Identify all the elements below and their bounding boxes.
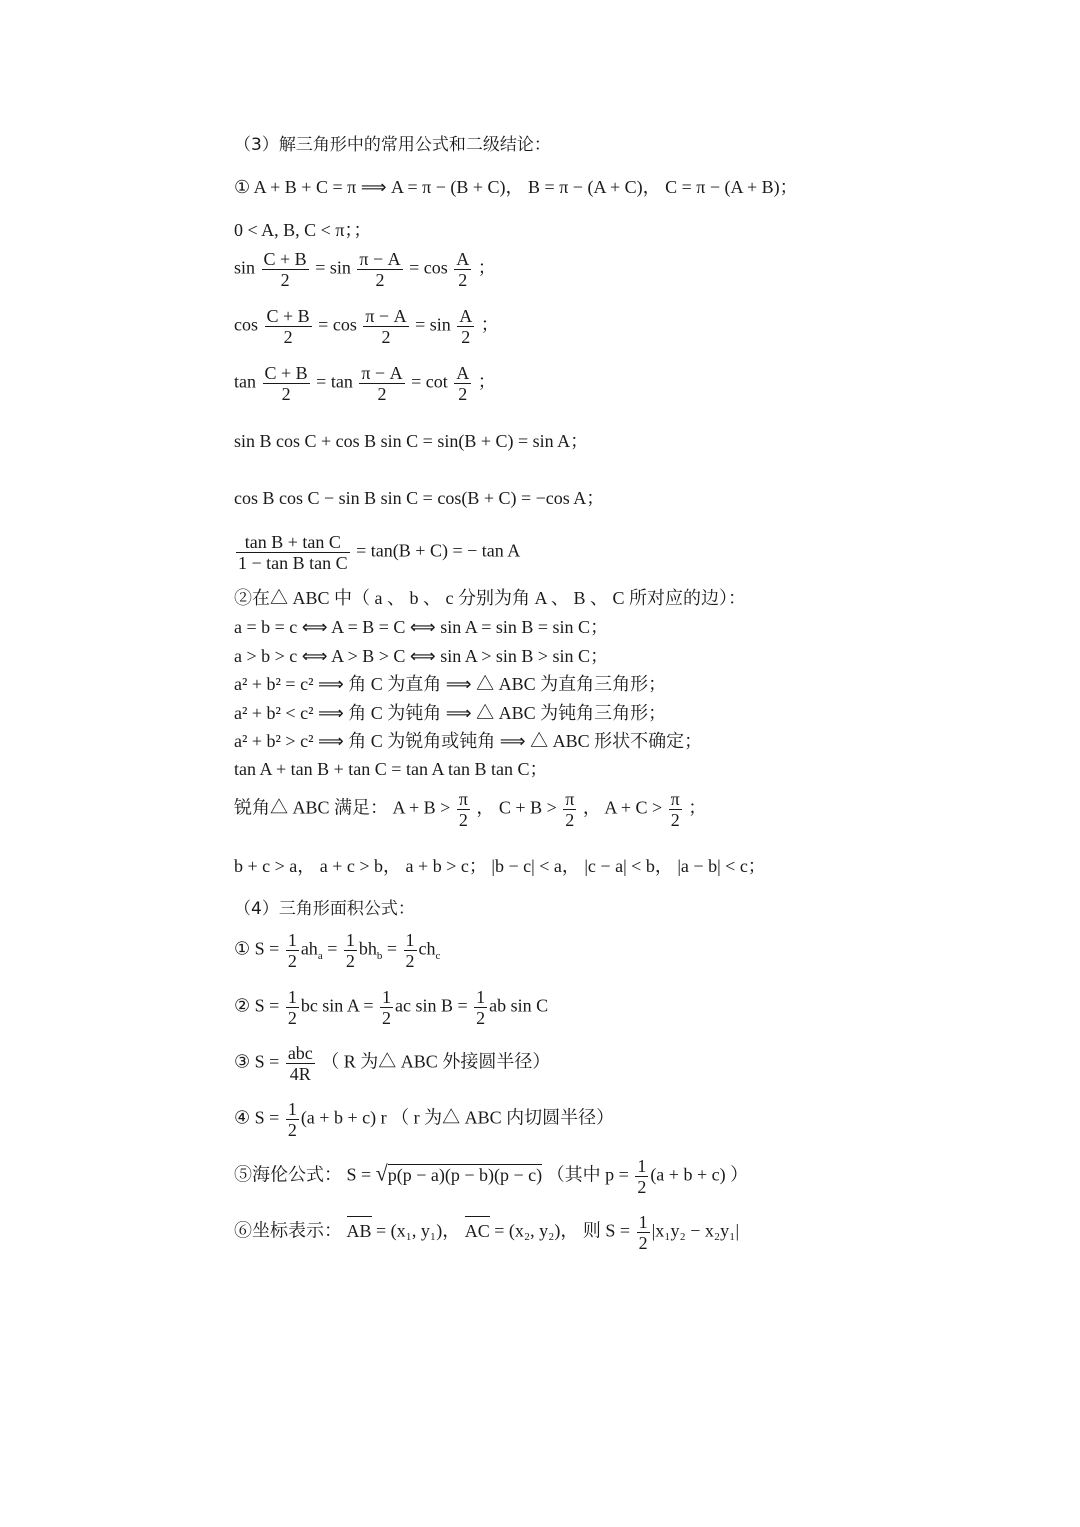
text: = tan(B + C) = − tan A — [356, 540, 521, 561]
fraction — [236, 532, 350, 573]
area-formula-inradius — [234, 1099, 614, 1140]
fraction — [286, 1043, 315, 1084]
numerator: A — [459, 306, 473, 326]
numerator: C + B — [264, 363, 308, 383]
formula-angle-range: 0 < A, B, C < π；； — [234, 220, 372, 240]
numerator: π — [670, 789, 680, 809]
denominator: 2 — [458, 270, 468, 290]
formula-acute-triangle — [234, 789, 706, 830]
text: ① S = — [234, 938, 280, 959]
formula-equal-sides: a = b = c ⟺ A = B = C ⟺ sin A = sin B = sin C； — [234, 617, 609, 637]
text: 锐角△ ABC 满足： A + B > — [234, 797, 451, 818]
denominator: 2 — [283, 327, 293, 347]
formula-tan-product: tan A + tan B + tan C = tan A tan B tan C； — [234, 759, 548, 779]
area-formula-circumradius — [234, 1043, 550, 1084]
area-formula-sine — [234, 987, 548, 1028]
formula-acute-check: a² + b² > c² ⟹ 角 C 为锐角或钝角 ⟹ △ ABC 形状不确定； — [234, 731, 703, 751]
text: （ R 为△ ABC 外接圆半径） — [321, 1051, 551, 1072]
area-formula-height — [234, 930, 440, 971]
text: = cos — [409, 257, 448, 278]
text: = cot — [411, 371, 448, 392]
numerator: 1 — [345, 930, 355, 950]
denominator: 2 — [670, 810, 680, 830]
section-3-heading: （3）解三角形中的常用公式和二级结论： — [234, 135, 551, 155]
text: (a + b + c) r （ r 为△ ABC 内切圆半径） — [300, 1107, 615, 1128]
text: = — [327, 938, 338, 959]
numerator: 1 — [381, 987, 391, 1007]
text: ， C + B > — [476, 797, 557, 818]
area-formula-heron — [234, 1156, 748, 1197]
denominator: 2 — [381, 327, 391, 347]
text: bc sin A = — [300, 995, 374, 1016]
numerator: abc — [287, 1043, 313, 1063]
text: ， A + C > — [582, 797, 663, 818]
subscript: a — [317, 950, 323, 963]
formula-obtuse-triangle: a² + b² < c² ⟹ 角 C 为钝角 ⟹ △ ABC 为钝角三角形； — [234, 703, 667, 723]
text: ah — [300, 938, 318, 959]
numerator: C + B — [263, 249, 307, 269]
fraction — [635, 1156, 648, 1197]
fraction — [263, 363, 310, 404]
fraction — [637, 1212, 650, 1253]
formula-tan-sum — [234, 532, 520, 573]
vector-ab: AB — [347, 1214, 372, 1242]
radicand: p(p − a)(p − b)(p − c) — [387, 1164, 543, 1185]
formula-right-triangle: a² + b² = c² ⟹ 角 C 为直角 ⟹ △ ABC 为直角三角形； — [234, 674, 667, 694]
fraction — [380, 987, 393, 1028]
text: |x₁y₂ − x₂y₁| — [651, 1220, 740, 1241]
numerator: π — [458, 789, 468, 809]
subscript: b — [376, 950, 383, 963]
fraction — [457, 306, 474, 347]
denominator: 2 — [565, 810, 575, 830]
denominator: 2 — [345, 951, 355, 971]
fraction — [344, 930, 357, 971]
denominator: 2 — [375, 270, 385, 290]
denominator: 2 — [381, 1008, 391, 1028]
fraction — [265, 306, 312, 347]
text: = (x₂, y₂)， 则 S = — [494, 1220, 631, 1241]
denominator: 2 — [637, 1177, 647, 1197]
denominator: 2 — [458, 384, 468, 404]
fraction — [563, 789, 576, 830]
formula-cos-half — [234, 306, 499, 347]
text: ； — [477, 257, 496, 278]
text: ④ S = — [234, 1107, 280, 1128]
numerator: π − A — [359, 249, 401, 269]
text: ch — [418, 938, 436, 959]
numerator: 1 — [287, 1099, 297, 1119]
formula-sin-sum: sin B cos C + cos B sin C = sin(B + C) = sin A； — [234, 431, 589, 451]
denominator: 2 — [287, 951, 297, 971]
fraction — [457, 789, 470, 830]
denominator: 2 — [377, 384, 387, 404]
text: ⑤海伦公式： S = — [234, 1164, 372, 1185]
numerator: tan B + tan C — [236, 532, 350, 553]
numerator: 1 — [638, 1212, 648, 1232]
fraction — [474, 987, 487, 1028]
text: tan — [234, 371, 256, 392]
text: ③ S = — [234, 1051, 280, 1072]
denominator: 2 — [461, 327, 471, 347]
numerator: C + B — [266, 306, 310, 326]
numerator: 1 — [476, 987, 486, 1007]
formula-ordered-sides: a > b > c ⟺ A > B > C ⟺ sin A > sin B > sin C； — [234, 646, 609, 666]
formula-angle-sum: ① A + B + C = π ⟹ A = π − (B + C)， B = π − (A + C)， C = π − (A + B)； — [234, 177, 798, 197]
text: ⑥坐标表示： — [234, 1220, 342, 1241]
numerator: π − A — [361, 363, 403, 383]
numerator: π − A — [365, 306, 407, 326]
denominator: 2 — [287, 1008, 297, 1028]
text: = sin — [315, 257, 351, 278]
text: （其中 p = — [546, 1164, 629, 1185]
text: = cos — [318, 314, 357, 335]
numerator: 1 — [287, 930, 297, 950]
denominator: 4R — [289, 1064, 311, 1084]
text: sin — [234, 257, 256, 278]
text: ac sin B = — [394, 995, 468, 1016]
fraction — [454, 363, 471, 404]
denominator: 2 — [287, 1120, 297, 1140]
fraction — [363, 306, 408, 347]
fraction — [669, 789, 682, 830]
numerator: 1 — [637, 1156, 647, 1176]
denominator: 2 — [281, 384, 291, 404]
text: ② S = — [234, 995, 280, 1016]
denominator: 2 — [476, 1008, 486, 1028]
numerator: A — [456, 249, 470, 269]
numerator: A — [456, 363, 470, 383]
fraction — [357, 249, 402, 290]
text: = — [386, 938, 398, 959]
text: = (x₁, y₁)， — [376, 1220, 461, 1241]
fraction — [286, 987, 299, 1028]
text: = tan — [316, 371, 353, 392]
formula-cos-sum: cos B cos C − sin B sin C = cos(B + C) = −cos A； — [234, 488, 605, 508]
fraction — [286, 1099, 299, 1140]
text: ； — [477, 371, 496, 392]
fraction — [454, 249, 471, 290]
formula-sin-half — [234, 249, 496, 290]
formula-tan-half — [234, 363, 496, 404]
fraction — [359, 363, 404, 404]
denominator: 2 — [638, 1233, 648, 1253]
text: (a + b + c) ） — [650, 1164, 749, 1185]
text: cos — [234, 314, 258, 335]
text: ab sin C — [489, 995, 549, 1016]
denominator: 2 — [405, 951, 415, 971]
numerator: π — [565, 789, 575, 809]
text: = sin — [415, 314, 451, 335]
fraction — [262, 249, 309, 290]
vector-ac: AC — [465, 1214, 490, 1242]
section-4-heading: （4）三角形面积公式： — [234, 899, 415, 919]
denominator: 2 — [280, 270, 290, 290]
numerator: 1 — [405, 930, 415, 950]
denominator: 1 − tan B tan C — [238, 553, 348, 573]
formula-triangle-inequality: b + c > a， a + c > b， a + b > c； |b − c| < a， |c − a| < b， |a − b| < c； — [234, 856, 766, 876]
numerator: 1 — [287, 987, 297, 1007]
sqrt-sign: √ — [375, 1160, 388, 1186]
area-formula-coordinates — [234, 1212, 739, 1253]
denominator: 2 — [458, 810, 468, 830]
triangle-sides-note: ②在△ ABC 中（ a 、 b 、 c 分别为角 A 、 B 、 C 所对应的边）： — [234, 588, 747, 608]
fraction — [286, 930, 299, 971]
text: ； — [480, 314, 499, 335]
fraction — [404, 930, 417, 971]
subscript: c — [435, 950, 441, 963]
text: ； — [688, 797, 707, 818]
text: bh — [358, 938, 377, 959]
